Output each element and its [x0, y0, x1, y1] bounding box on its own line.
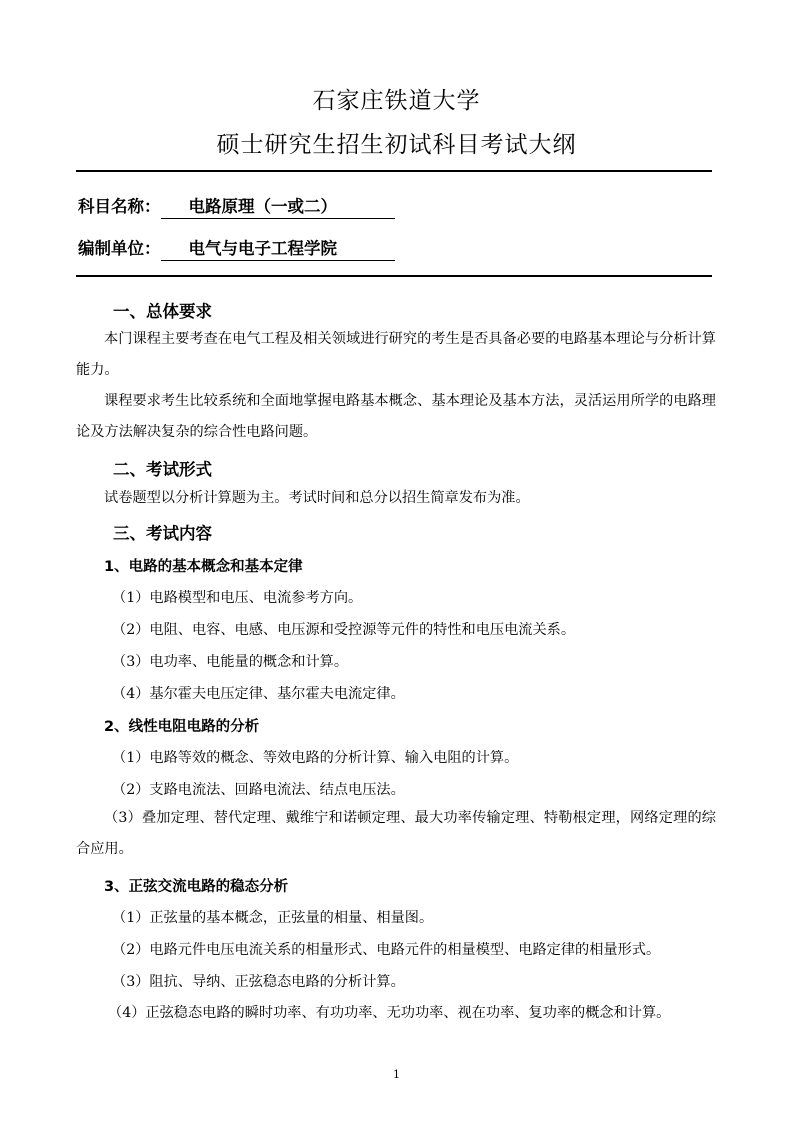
document-title: 硕士研究生招生初试科目考试大纲	[216, 132, 577, 158]
bottom-divider	[76, 275, 712, 277]
unit-field	[78, 235, 395, 261]
university-name: 石家庄铁道大学	[312, 88, 481, 114]
section-1-paragraph-2: 课程要求考生比较系统和全面地掌握电路基本概念、基本理论及基本方法，灵活运用所学的电路理论及方法解决复杂的综合性电路问题。	[76, 393, 716, 440]
section-2-heading: 二、考试形式	[113, 460, 212, 479]
list-item: （1）电路等效的概念、等效电路的分析计算、输入电阻的计算。	[112, 750, 519, 766]
subject-label: 科目名称：	[78, 197, 161, 216]
section-2-paragraph: 试卷题型以分析计算题为主。考试时间和总分以招生简章发布为准。	[104, 490, 530, 506]
top-divider	[76, 170, 712, 172]
subsection-1-title: 1、电路的基本概念和基本定律	[104, 559, 303, 575]
subject-field	[78, 193, 395, 219]
list-item: （1）正弦量的基本概念，正弦量的相量、相量图。	[112, 910, 434, 926]
subsection-2-title: 2、线性电阻电路的分析	[104, 719, 260, 735]
list-item: （4）基尔霍夫电压定律、基尔霍夫电流定律。	[112, 686, 405, 702]
list-item: （1）电路模型和电压、电流参考方向。	[112, 590, 363, 606]
section-3-heading: 三、考试内容	[113, 524, 212, 543]
list-item: （3）电功率、电能量的概念和计算。	[112, 654, 349, 670]
section-1-paragraph-1: 本门课程主要考查在电气工程及相关领域进行研究的考生是否具备必要的电路基本理论与分析计算能力。	[76, 331, 716, 378]
list-item: （4）正弦稳态电路的瞬时功率、有功功率、无功功率、视在功率、复功率的概念和计算。	[108, 1005, 671, 1021]
page-number: 1	[393, 1068, 400, 1081]
list-item: （3）叠加定理、替代定理、戴维宁和诺顿定理、最大功率传输定理、特勒根定理，网络定理的综合应用。	[76, 810, 716, 857]
list-item: （2）电路元件电压电流关系的相量形式、电路元件的相量模型、电路定律的相量形式。	[112, 942, 661, 958]
list-item: （2）电阻、电容、电感、电压源和受控源等元件的特性和电压电流关系。	[112, 622, 576, 638]
unit-value: 电气与电子工程学院	[161, 235, 395, 261]
section-1-heading: 一、总体要求	[113, 302, 212, 321]
list-item: （3）阻抗、导纳、正弦稳态电路的分析计算。	[112, 974, 405, 990]
subject-value: 电路原理（一或二）	[161, 193, 395, 219]
subsection-3-title: 3、正弦交流电路的稳态分析	[104, 879, 289, 895]
list-item: （2）支路电流法、回路电流法、结点电压法。	[112, 782, 405, 798]
unit-label: 编制单位：	[78, 239, 161, 258]
